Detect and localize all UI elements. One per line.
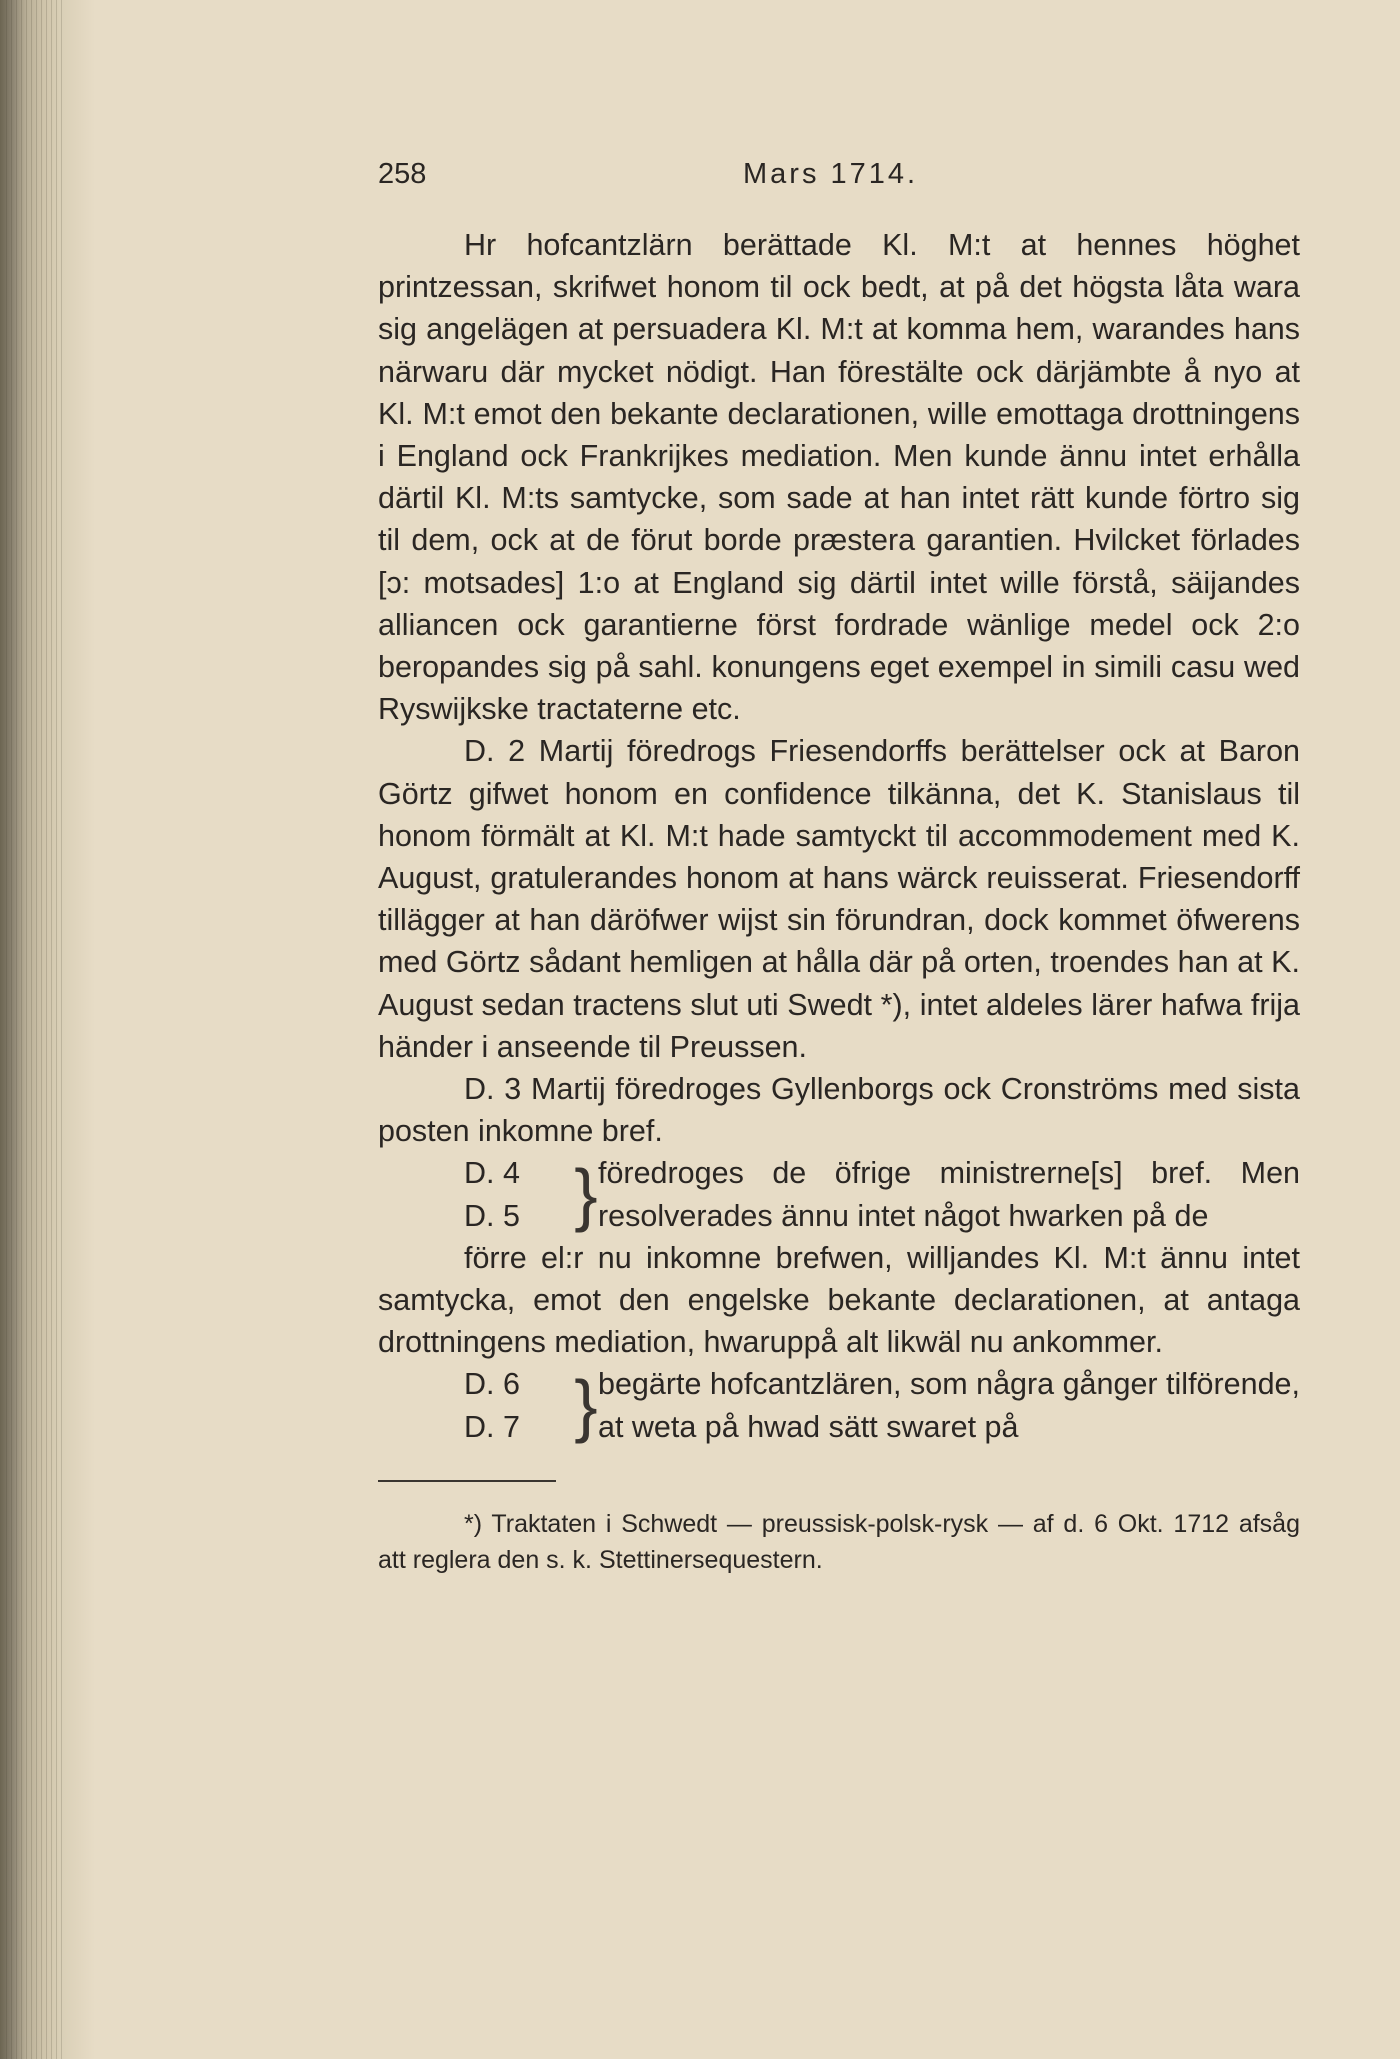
brace-text: begärte hofcantzlären, som några gånger tilförende, at weta på hwad sätt swaret på	[598, 1367, 1300, 1444]
gutter-page-edges	[6, 0, 66, 2059]
running-head	[378, 150, 1300, 206]
footnote: *) Traktaten i Schwedt — preussisk-polsk-rysk — af d. 6 Okt. 1712 afsåg att reglera den s. k. Stettinersequestern.	[378, 1509, 1300, 1574]
brace-entry-d4-d5	[378, 1152, 1300, 1236]
page-number: 258	[378, 158, 427, 190]
date-label: D. 5	[464, 1198, 520, 1233]
book-page	[378, 150, 1300, 1578]
brace-dates	[378, 1363, 574, 1447]
paragraph-3: D. 3 Martij föredroges Gyllenborgs ock Cronströms med sista posten inkomne bref.	[378, 1072, 1300, 1149]
brace-entry-d6-d7	[378, 1363, 1300, 1447]
body-text	[378, 224, 1300, 1448]
footnote-rule	[378, 1480, 556, 1482]
curly-brace-icon: }	[574, 1366, 598, 1445]
brace-text: föredroges de öfrige ministrerne[s] bref. Men resolverades ännu intet något hwarken på de	[598, 1156, 1300, 1233]
book-gutter	[0, 0, 95, 2059]
date-label: D. 6	[464, 1367, 520, 1402]
paragraph-1: Hr hofcantzlärn berättade Kl. M:t at hennes höghet printzessan, skrifwet honom til ock bedt, at på det högsta låta wara sig angelägen at persuadera Kl. M:t at komma hem, warandes hans närwaru där mycket nödigt. Han förestälte ock därjämbte å nyo at Kl. M:t emot den bekante declarationen, wille emottaga drottningens i England ock Frankrijkes mediation. Men kunde ännu intet erhålla därtil Kl. M:ts samtycke, som sade at han intet rätt kunde förtro sig til dem, ock at de förut borde præstera garantien. Hvilcket förlades [ɔ: motsades] 1:o at England sig därtil intet wille förstå, säijandes alliancen ock garantierne först fordrade wänlige medel ock 2:o beropandes sig på sahl. konungens eget exempel in simili casu wed Ryswijkske tractaterne etc.	[378, 228, 1300, 727]
running-head-title: Mars 1714.	[743, 158, 919, 190]
paragraph-continuation: förre el:r nu inkomne brefwen, willjandes Kl. M:t ännu intet samtycka, emot den engelske bekante declarationen, at antaga drottningens mediation, hwaruppå alt likwäl nu ankommer.	[378, 1240, 1300, 1360]
paragraph-2: D. 2 Martij föredrogs Friesendorffs berättelser ock at Baron Görtz gifwet honom en confidence tilkänna, det K. Stanislaus til honom förmält at Kl. M:t hade samtyckt til accommodement med K. August, gratulerandes honom at hans wärck reuisserat. Friesendorff tillägger at han däröfwer wijst sin förundran, dock kommet öfwerens med Görtz sådant hemligen at hålla där på orten, troendes han at K. August sedan tractens slut uti Swedt *), intet aldeles lärer hafwa frija händer i anseende til Preussen.	[378, 734, 1300, 1064]
date-label: D. 4	[464, 1156, 520, 1191]
brace-dates	[378, 1152, 574, 1236]
date-label: D. 7	[464, 1409, 520, 1444]
curly-brace-icon: }	[574, 1155, 598, 1234]
